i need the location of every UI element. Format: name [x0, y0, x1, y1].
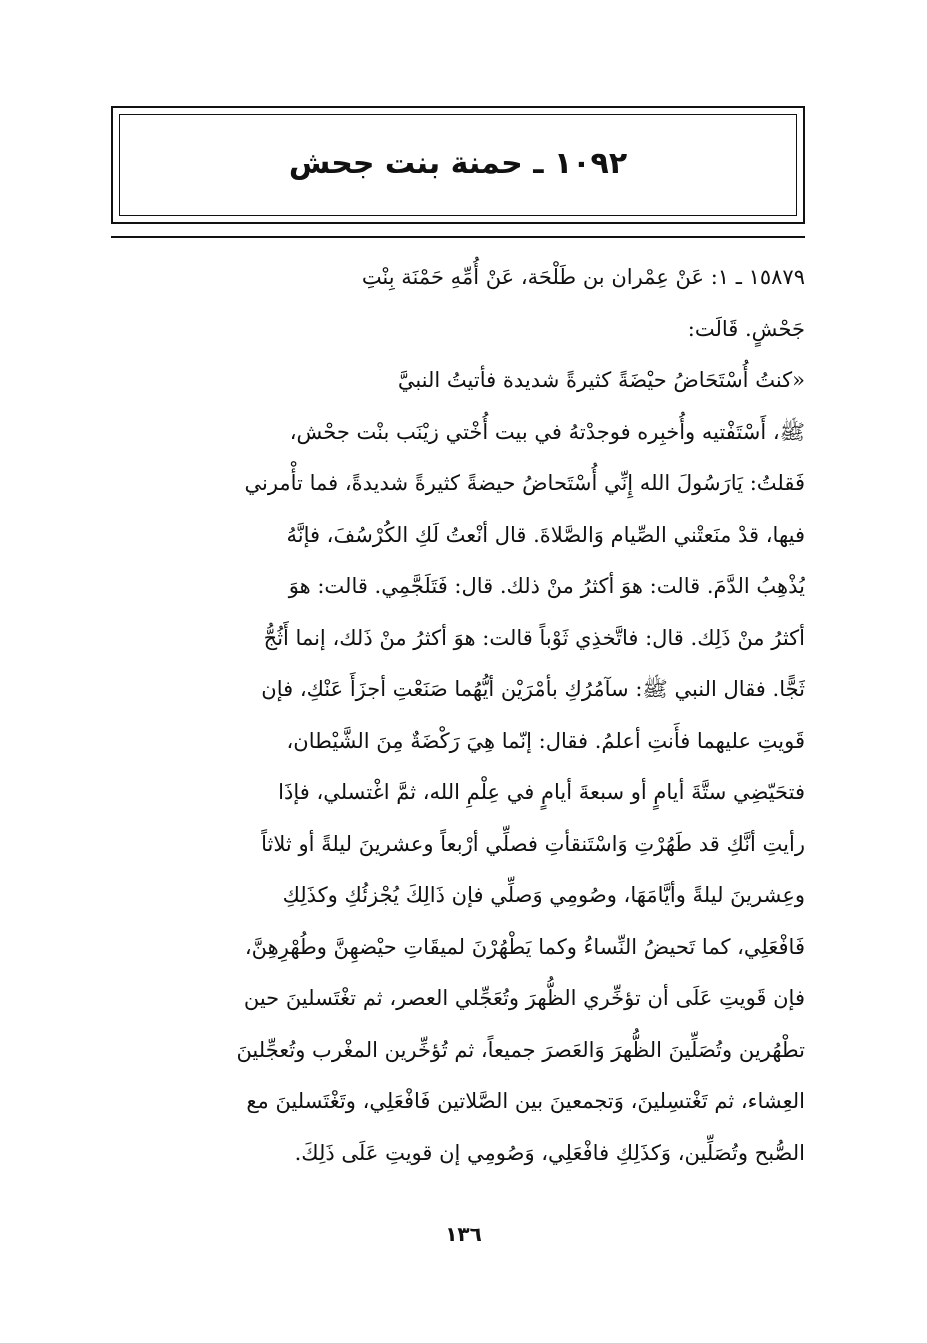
page-number: ١٣٦ — [445, 1222, 482, 1246]
text-line: ثَجًّا. فقال النبي ﷺ: سآمُرُكِ بأمْرَيْن أيُّهُما صَنَعْتِ أجزَأَ عَنْكِ، فإن — [261, 677, 805, 701]
text-line: أكثرُ منْ ذَلِك. قال: فاتَّخذِي ثَوْباً قالت: هوَ أكثرُ منْ ذَلك، إنما أَثُجُّ — [263, 625, 805, 650]
text-line: الصُّبح وتُصَلِّين، وَكذَلِكِ فافْعَلِي، وَصُومِي إن قويتِ عَلَى ذَلِكَ. — [294, 1140, 805, 1165]
text-line: فَافْعَلِي، كما تَحيضُ النِّساءُ وكما يَطْهُرْنَ لميقَاتِ حيْضهِنَّ وطُهْرِهِنَّ، — [244, 934, 805, 959]
section-divider — [111, 236, 805, 238]
text-line: قَويتِ عليهما فأَنتِ أعلمُ. فقال: إنّما هِيَ رَكْضَةٌ مِنَ الشَّيْطان، — [286, 728, 805, 753]
chapter-title-frame — [111, 106, 805, 224]
hadith-text — [111, 252, 805, 1179]
text-line: فإن قَويتِ عَلَى أن تؤخِّري الظُّهرَ وتُعَجِّلي العصر، ثم تغْتَسلينَ حين — [243, 986, 805, 1010]
text-line: العِشاء، ثم تَغْتسِلينَ، وَتجمعينَ بين الصَّلاتين فَافْعَلِي، وتَغْتَسلينَ مع — [246, 1089, 805, 1113]
text-line: تطْهُرين وتُصَلِّينَ الظُّهرَ وَالعَصرَ جميعاً، ثم تُؤخِّرين المغْرب وتُعجِّلينَ — [236, 1037, 805, 1062]
text-line: فَقلتُ: يَارَسُولَ الله إِنِّي أُسْتَحاضُ حيضةً كثيرةً شديدةً، فما تأْمرني — [244, 471, 805, 495]
text-line: وعِشرينَ ليلةً وأيَّامَهَا، وصُومِي وَصلِّي فإن ذَالِكَ يُجْزئُكِ وكذَلِكِ — [282, 883, 805, 907]
text-line: جَحْشٍ. قَالَت: — [687, 316, 805, 341]
text-line: رأيتِ أنَّكِ قد طَهُرْتِ وَاسْتَنقأتِ فصلِّي أرْبعاً وعشرينَ ليلةً أو ثلاثاً — [261, 831, 805, 856]
text-line: ﷺ، أَسْتَفْتيه وأُخبِره فوجدْتهُ في بيت أُخْتي زيْنَب بنْت جحْش، — [289, 419, 805, 444]
text-line: يُذْهِبُ الدَّمَ. قالت: هوَ أكثرُ منْ ذلك. قال: فَتَلَجَّمِي. قالت: هوَ — [288, 574, 805, 598]
text-line: فتحَيّضِي ستَّةَ أيامٍ أو سبعةَ أيامٍ في عِلْمِ الله، ثمَّ اغْتسلي، فإذَا — [278, 780, 805, 804]
text-line: فيها، قدْ منَعتْني الصِّيام وَالصَّلاةَ. قال أنْعتُ لَكِ الكُرْسُفَ، فإنَّهُ — [286, 522, 805, 547]
chapter-title: ١٠٩٢ ـ حمنة بنت جحش — [288, 146, 628, 181]
text-line: ١٥٨٧٩ ـ ١: عَنْ عِمْران بن طَلْحَة، عَنْ أُمِّهِ حَمْنَة بِنْتِ — [361, 265, 805, 289]
text-line: «كنتُ أُسْتَحَاضُ حيْضَةً كثيرةً شديدة فأتيتُ النبيَّ — [397, 368, 805, 392]
